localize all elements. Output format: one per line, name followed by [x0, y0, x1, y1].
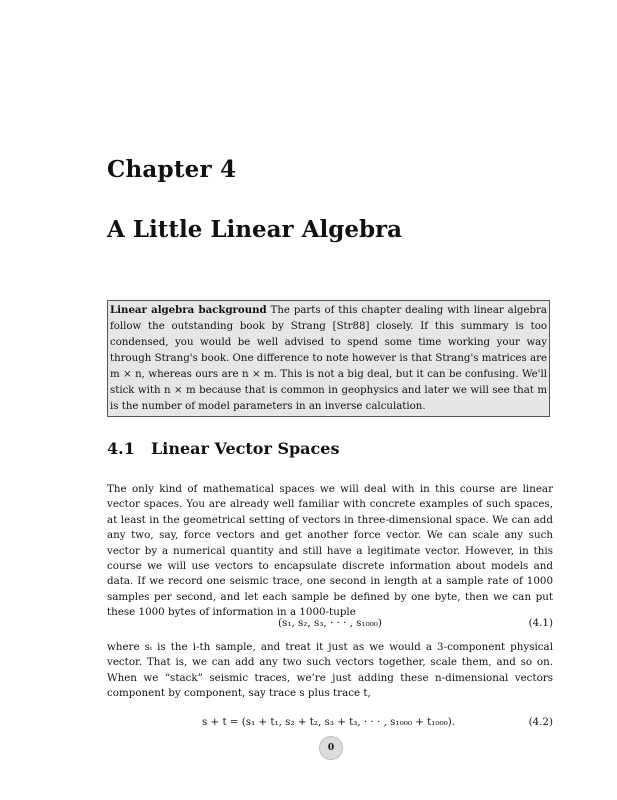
equation-4-1: [107, 617, 553, 633]
background-box-lead: Linear algebra background: [110, 304, 267, 316]
section-heading: [107, 439, 339, 458]
paragraph-2: where sᵢ is the i-th sample, and treat it just as we would a 3-component physical vector. That is, we can add any two such vectors together, scale them, and so on. When we “stack” seismic traces, we’re just adding these n-dimensional vectors component by component, say trace s plus trace t,: [107, 641, 553, 700]
chapter-label: Chapter 4: [107, 156, 237, 183]
equation-4-2-tag: (4.2): [528, 716, 553, 728]
paragraph-1: The only kind of mathematical spaces we will deal with in this course are linear vector spaces. You are already well familiar with concrete examples of such spaces, at least in the geometrical setting of vectors in three-dimensional space. We can add any two, say, force vectors and get another force vector. We can scale any such vector by a numerical quantity and still have a legitimate vector. However, in this course we will use vectors to encapsulate discrete information about models and data. If we record one seismic trace, one second in length at a sample rate of 1000 samples per second, and let each sample be defined by one byte, then we can put these 1000 bytes of information in a 1000-tuple: [107, 483, 553, 619]
page-number-badge: 0: [319, 736, 343, 760]
section-number: 4.1: [107, 439, 135, 458]
equation-4-1-expr: (s₁, s₂, s₃, · · · , s₁₀₀₀): [278, 617, 382, 629]
equation-4-1-tag: (4.1): [528, 617, 553, 629]
background-box-text: The parts of this chapter dealing with linear algebra follow the outstanding book by Strang [Str88] closely. If this summary is too condensed, you would be well advised to spend some time working your way through Strang's book. One difference to note however is that Strang's matrices are m × n, whereas ours are n × m. This is not a big deal, but it can be confusing. We'll stick with n × m because that is common in geophysics and later we will see that m is the number of model parameters in an inverse calculation.: [110, 305, 547, 412]
background-box: [107, 300, 550, 417]
chapter-title: A Little Linear Algebra: [107, 216, 403, 243]
equation-4-2: [107, 716, 553, 732]
equation-4-2-expr: s + t = (s₁ + t₁, s₂ + t₂, s₃ + t₃, · · · , s₁₀₀₀ + t₁₀₀₀).: [202, 716, 456, 728]
section-title: Linear Vector Spaces: [151, 439, 340, 458]
